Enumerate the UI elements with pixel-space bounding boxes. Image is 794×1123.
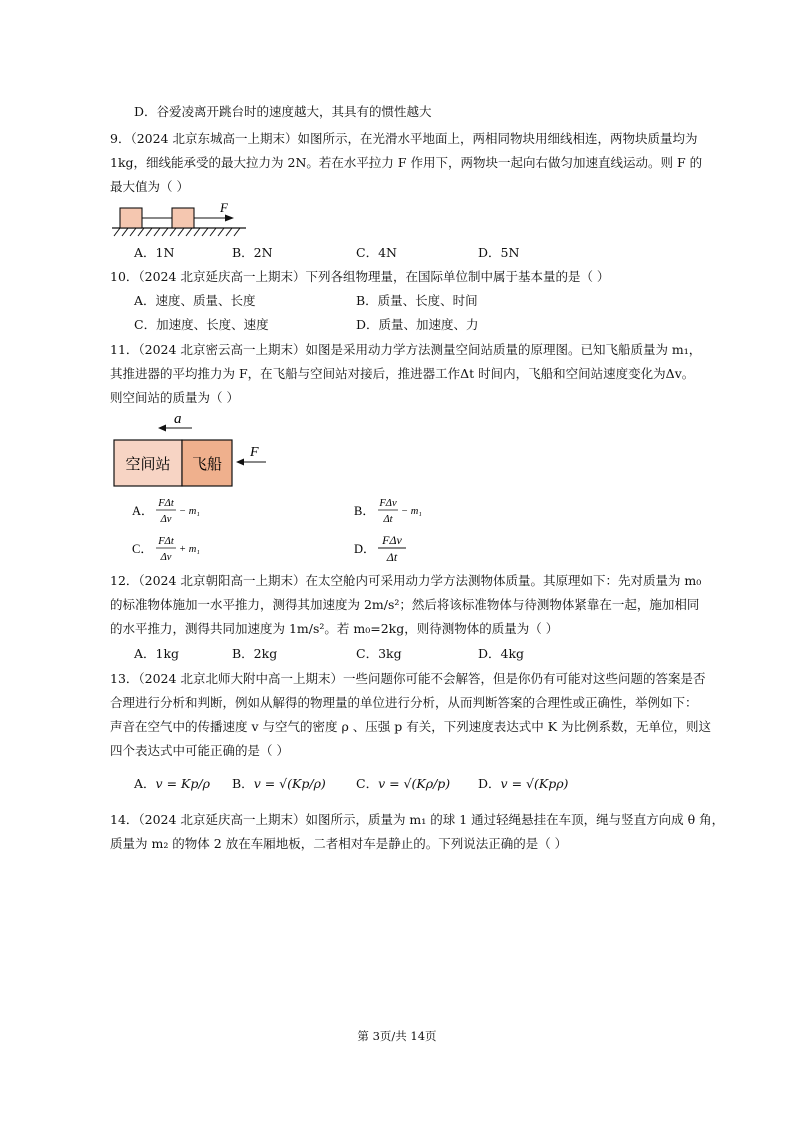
- option-expression: v = Kp/ρ: [155, 776, 210, 791]
- force-label: F: [220, 200, 228, 215]
- q13-stem-line-3: 声音在空气中的传播速度 v 与空气的密度 ρ 、压强 p 有关，下列速度表达式中 K 为比例系数，无单位，则这: [110, 719, 712, 734]
- acceleration-arrow-head: [158, 425, 166, 432]
- q9-option-c: C．4N: [356, 245, 397, 260]
- fraction-tail: − m₁: [179, 506, 200, 517]
- fraction-tail: + m₁: [179, 544, 200, 555]
- option-letter: C．: [356, 776, 379, 791]
- force-label: F: [250, 445, 259, 460]
- option-expression: v = √(Kpρ): [500, 776, 569, 791]
- page-footer: 第 3页/共 14页: [357, 1029, 437, 1043]
- ground-hatching: [114, 228, 240, 236]
- fraction-denominator: Δv: [160, 514, 172, 525]
- q11-stem-line-1: 11．（2024 北京密云高一上期末）如图是采用动力学方法测量空间站质量的原理图。已知飞船质量为 m₁，: [110, 342, 702, 357]
- q11-stem-line-2: 其推进器的平均推力为 F，在飞船与空间站对接后，推进器工作Δt 时间内，飞船和空间站速度变化为Δv。: [110, 366, 695, 381]
- q12-stem-line-3: 的水平推力，测得共同加速度为 1m/s²。若 m₀=2kg，则待测物体的质量为（ ）: [110, 621, 559, 636]
- acceleration-label: a: [174, 411, 182, 427]
- q14-stem-line-2: 质量为 m₂ 的物体 2 放在车厢地板，二者相对车是静止的。下列说法正确的是（ ）: [110, 836, 568, 851]
- option-letter: B．: [232, 776, 254, 791]
- q11-option-b: [354, 494, 464, 528]
- q9-option-d: D．5N: [478, 245, 520, 260]
- block-1: [120, 208, 142, 228]
- block-2: [172, 208, 194, 228]
- q9-option-b: B．2N: [232, 245, 273, 260]
- q13-option-d: [478, 773, 568, 795]
- q11-option-d: [354, 532, 464, 566]
- fraction-numerator: FΔt: [158, 536, 174, 547]
- option-letter: D．: [354, 542, 376, 556]
- fraction-numerator: FΔv: [382, 533, 402, 547]
- q9-stem-line-2: 1kg，细线能承受的最大拉力为 2N。若在水平拉力 F 作用下，两物块一起向右做匀加速直线运动。则 F 的: [110, 155, 703, 170]
- option-letter: A．: [132, 504, 154, 518]
- q14-stem-line-1: 14．（2024 北京延庆高一上期末）如图所示，质量为 m₁ 的球 1 通过轻绳悬挂在车顶，绳与竖直方向成 θ 角，: [110, 812, 725, 827]
- option-letter: A．: [134, 776, 156, 791]
- q13-stem-line-2: 合理进行分析和判断，例如从解得的物理量的单位进行分析，从而判断答案的合理性或正确性，举例如下：: [110, 695, 698, 710]
- option-expression: v = √(Kρ/p): [378, 776, 451, 791]
- q12-option-c: C．3kg: [356, 646, 402, 661]
- space-station-label: 空间站: [125, 455, 171, 473]
- option-letter: D．: [478, 776, 501, 791]
- q9-figure-two-blocks: [110, 200, 250, 238]
- q10-option-b: B．质量、长度、时间: [356, 293, 478, 308]
- q10-option-c: C．加速度、长度、速度: [134, 317, 269, 332]
- q12-option-a: A．1kg: [134, 646, 180, 661]
- q10-option-a: A．速度、质量、长度: [134, 293, 256, 308]
- fraction-denominator: Δv: [160, 552, 172, 563]
- q8-option-d: D．谷爱凌离开跳台时的速度越大，其具有的惯性越大: [134, 104, 432, 119]
- q9-stem-line-3: 最大值为（ ）: [110, 179, 189, 194]
- q11-option-c: [132, 532, 242, 566]
- q13-option-a: [134, 773, 210, 795]
- q12-stem-line-1: 12．（2024 北京朝阳高一上期末）在太空舱内可采用动力学方法测物体质量。其原理如下：先对质量为 m₀: [110, 573, 702, 588]
- fraction-numerator: FΔt: [158, 498, 174, 509]
- force-arrow-head: [236, 459, 244, 466]
- q12-stem-line-2: 的标准物体施加一水平推力，测得其加速度为 2m/s²；然后将该标准物体与待测物体紧靠在一起，施加相同: [110, 597, 700, 612]
- option-expression: v = √(Kp/ρ): [253, 776, 326, 791]
- fraction-tail: − m₁: [401, 506, 422, 517]
- fraction-denominator: Δt: [386, 550, 398, 564]
- q10-stem: 10．（2024 北京延庆高一上期末）下列各组物理量，在国际单位制中属于基本量的是（ ）: [110, 269, 610, 284]
- q13-stem-line-4: 四个表达式中可能正确的是（ ）: [110, 743, 289, 758]
- q9-stem-line-1: 9．（2024 北京东城高一上期末）如图所示，在光滑水平地面上，两相同物块用细线相连，两物块质量均为: [110, 131, 698, 146]
- q13-option-b: [232, 773, 326, 795]
- q11-stem-line-3: 则空间站的质量为（ ）: [110, 390, 239, 405]
- q13-stem-line-1: 13．（2024 北京北师大附中高一上期末）一些问题你可能不会解答，但是你仍有可能对这些问题的答案是否: [110, 671, 706, 686]
- option-letter: C．: [132, 542, 153, 556]
- q9-option-a: A．1N: [134, 245, 175, 260]
- q12-option-d: D．4kg: [478, 646, 525, 661]
- q10-option-d: D．质量、加速度、力: [356, 317, 479, 332]
- force-arrow-head: [225, 215, 234, 222]
- q11-option-a: [132, 494, 242, 528]
- fraction-numerator: FΔv: [379, 498, 397, 509]
- q12-option-b: B．2kg: [232, 646, 278, 661]
- spaceship-label: 飞船: [191, 455, 223, 473]
- q13-option-c: [356, 773, 450, 795]
- option-letter: B．: [354, 504, 375, 518]
- q11-figure-docking: [110, 406, 270, 488]
- fraction-denominator: Δt: [383, 514, 393, 525]
